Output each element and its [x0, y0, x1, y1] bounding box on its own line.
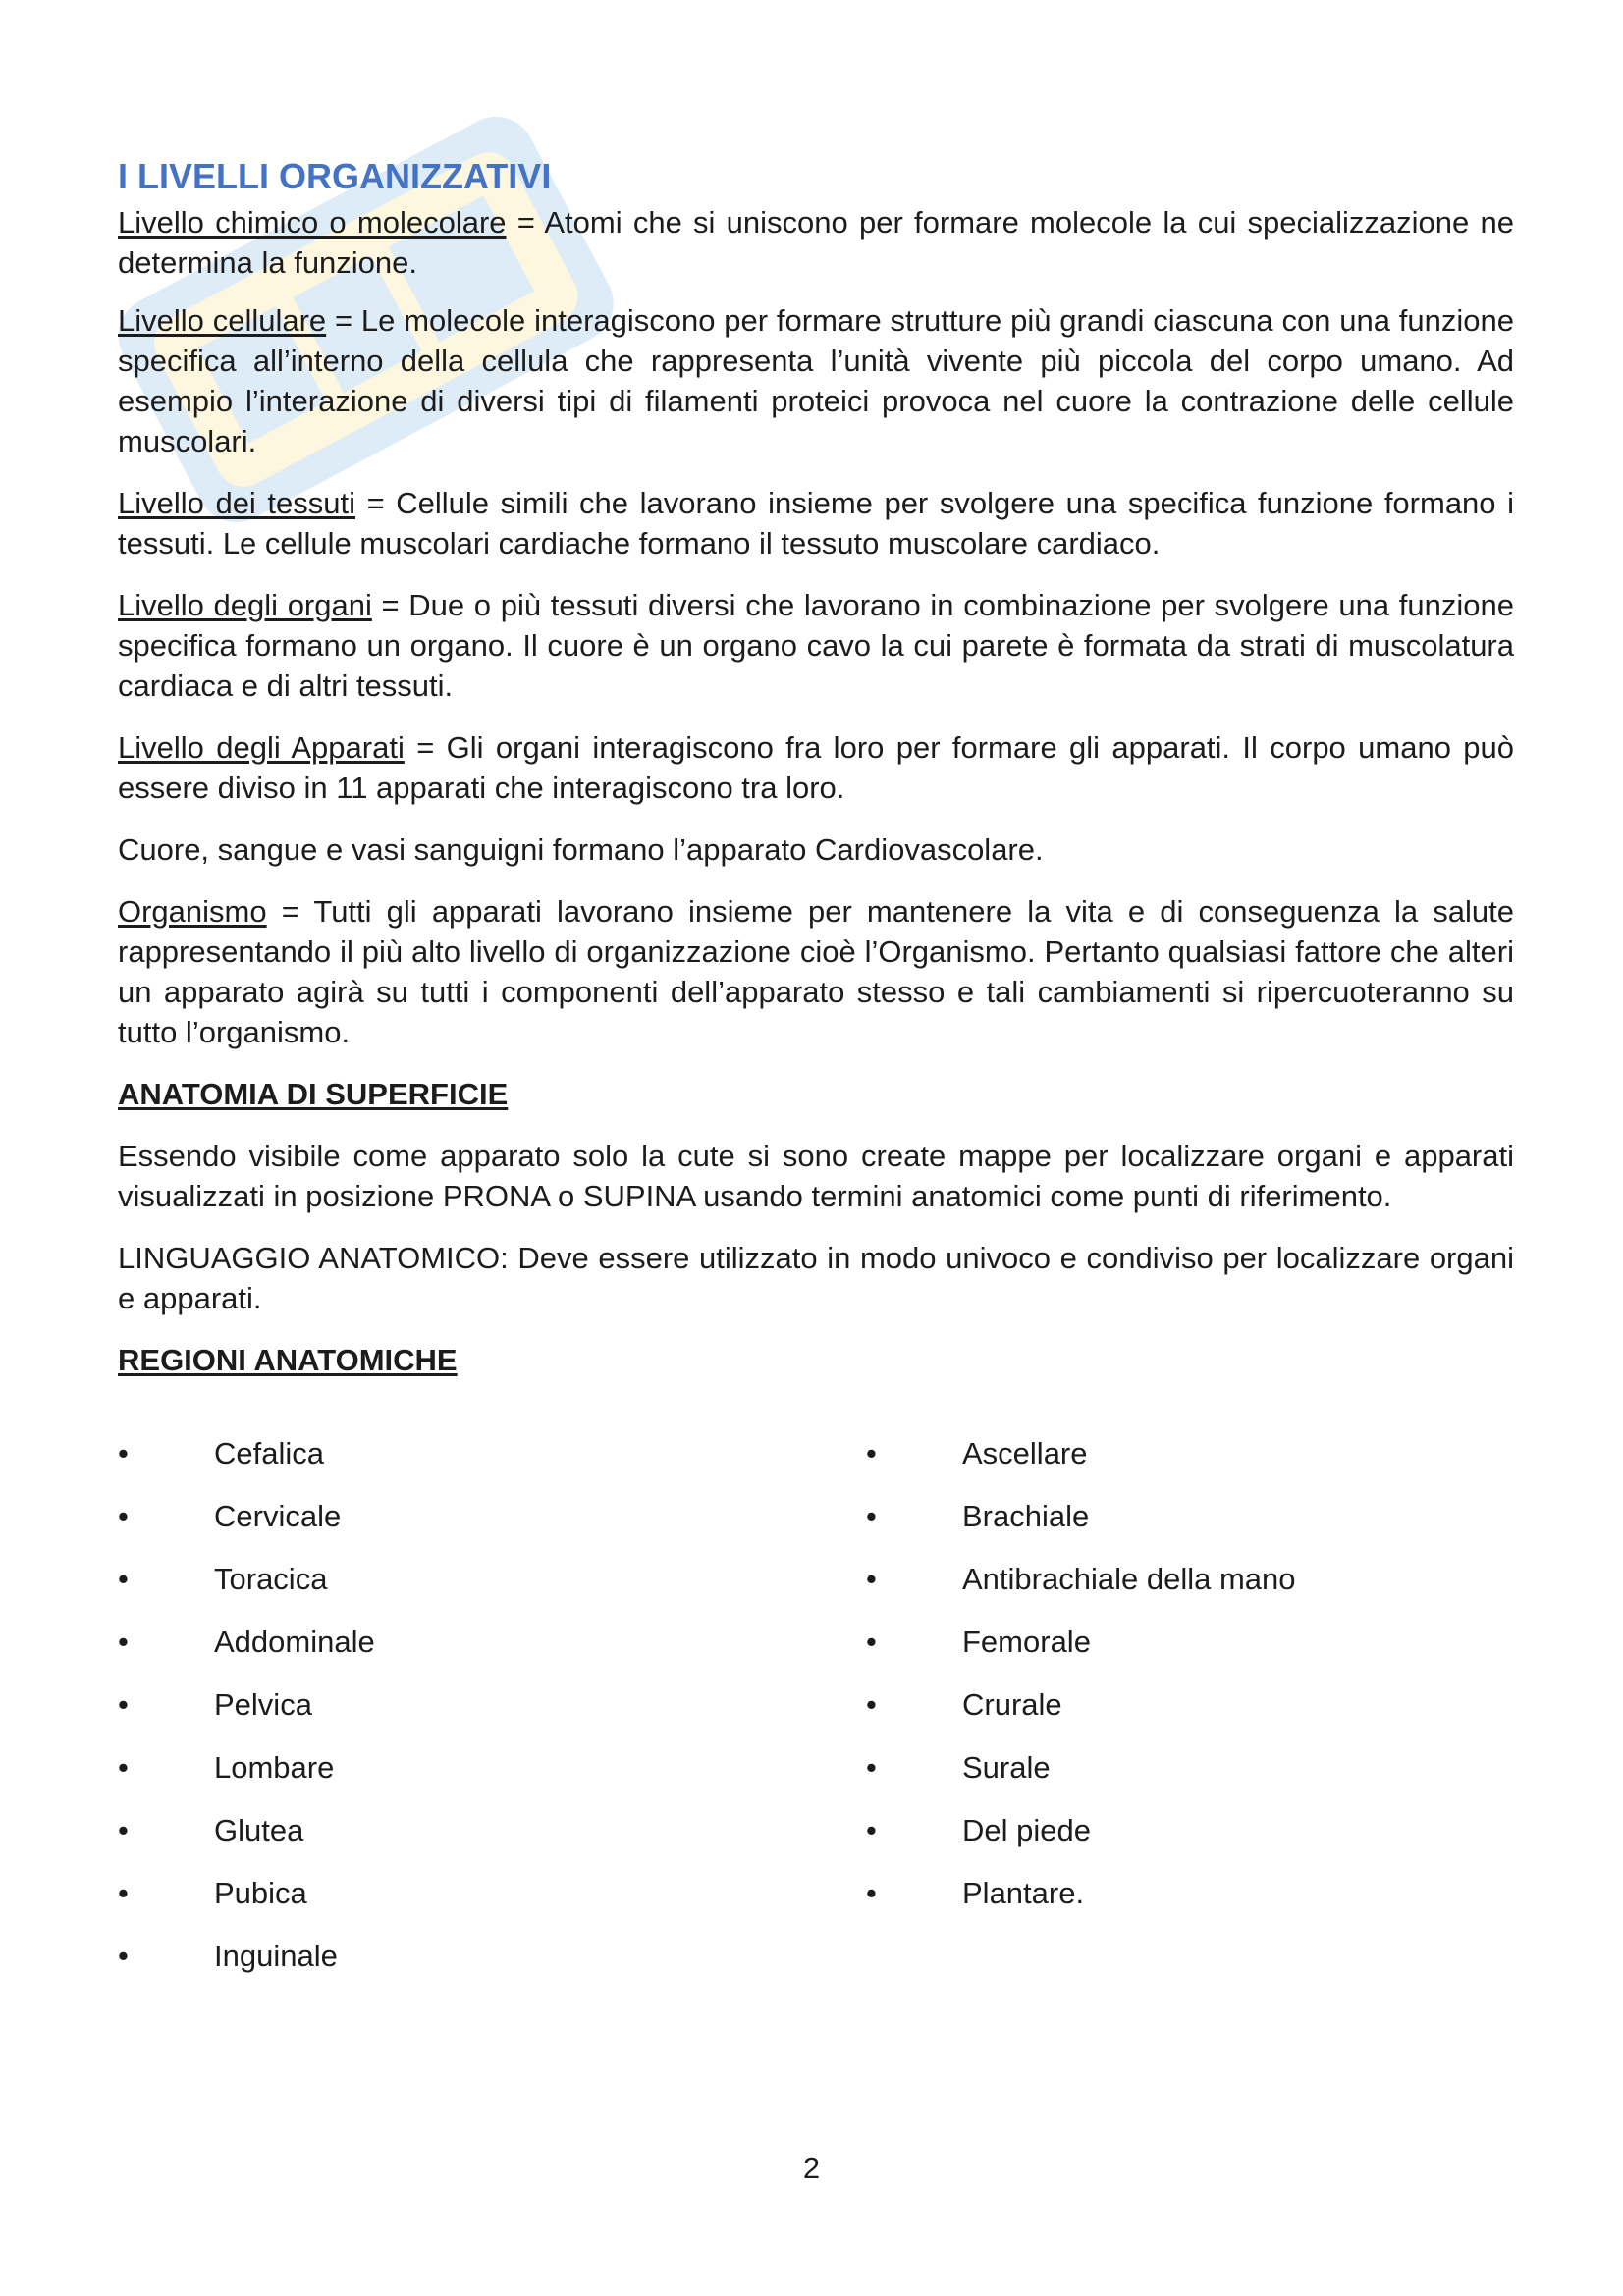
region-label: Toracica [214, 1562, 328, 1596]
bullet-icon: • [118, 1625, 129, 1659]
level-text: = Cellule simili che lavorano insieme per svolgere una specifica funzione formano i tessuti. Le cellule muscolari cardiache formano il tessuto muscolare cardiaco. [118, 486, 1514, 561]
bullet-icon: • [866, 1562, 877, 1596]
region-label: Antibrachiale della mano [962, 1562, 1296, 1596]
cardio-note: Cuore, sangue e vasi sanguigni formano l’apparato Cardiovascolare. [118, 832, 1044, 867]
organism-term: Organismo [118, 894, 267, 929]
anatomical-regions-heading: REGIONI ANATOMICHE [118, 1343, 458, 1377]
bullet-icon: • [866, 1625, 877, 1659]
region-label: Cefalica [214, 1436, 324, 1470]
bullet-icon: • [118, 1436, 129, 1470]
list-item [866, 1873, 1296, 1936]
list-item [118, 1433, 375, 1496]
level-paragraph [118, 585, 1514, 706]
level-paragraph [118, 483, 1514, 563]
region-label: Ascellare [962, 1436, 1088, 1470]
level-text: = Gli organi interagiscono fra loro per formare gli apparati. Il corpo umano può essere diviso in 11 apparati che interagiscono tra loro. [118, 730, 1515, 805]
level-paragraph [118, 727, 1514, 808]
level-term: Livello degli organi [118, 588, 372, 622]
bullet-icon: • [118, 1876, 129, 1910]
bullet-icon: • [866, 1813, 877, 1847]
regions-right-column [866, 1433, 1296, 1936]
list-item [866, 1747, 1296, 1810]
level-term: Livello degli Apparati [118, 730, 405, 765]
bullet-icon: • [118, 1499, 129, 1533]
list-item [118, 1622, 375, 1684]
region-label: Del piede [962, 1813, 1091, 1847]
bullet-icon: • [866, 1687, 877, 1722]
level-text: = Le molecole interagiscono per formare strutture più grandi ciascuna con una funzione specifica all’interno della cellula che rappresenta l’unità vivente più piccola del corpo umano. Ad esempio l’interazione di diversi tipi di filamenti proteici provoca nel cuore la contrazione delle cellule muscolari. [118, 303, 1514, 458]
list-item [866, 1559, 1296, 1622]
level-term: Livello dei tessuti [118, 486, 355, 520]
region-label: Addominale [214, 1625, 375, 1659]
region-label: Femorale [962, 1625, 1091, 1659]
organism-paragraph [118, 891, 1514, 1052]
list-item [118, 1810, 375, 1873]
list-item [118, 1559, 375, 1622]
document-body [118, 155, 1514, 2002]
page-title: I LIVELLI ORGANIZZATIVI [118, 156, 552, 196]
list-item [118, 1747, 375, 1810]
list-item [118, 1684, 375, 1747]
region-label: Plantare. [962, 1876, 1085, 1910]
bullet-icon: • [118, 1562, 129, 1596]
bullet-icon: • [118, 1813, 129, 1847]
anatomical-language-text: LINGUAGGIO ANATOMICO: Deve essere utilizzato in modo univoco e condiviso per localizzare organi e apparati. [118, 1241, 1514, 1315]
level-text: = Atomi che si uniscono per formare molecole la cui specializzazione ne determina la funzione. [118, 205, 1514, 280]
region-label: Surale [962, 1750, 1051, 1785]
region-label: Lombare [214, 1750, 335, 1785]
bullet-icon: • [866, 1436, 877, 1470]
region-label: Pelvica [214, 1687, 312, 1722]
list-item [118, 1873, 375, 1936]
bullet-icon: • [866, 1876, 877, 1910]
page-number: 2 [802, 2151, 821, 2185]
surface-anatomy-heading: ANATOMIA DI SUPERFICIE [118, 1077, 509, 1111]
bullet-icon: • [118, 1687, 129, 1722]
anatomical-regions-list [118, 1433, 1514, 2002]
region-label: Inguinale [214, 1939, 338, 1973]
list-item [866, 1684, 1296, 1747]
bullet-icon: • [118, 1750, 129, 1785]
bullet-icon: • [118, 1939, 129, 1973]
level-paragraph [118, 300, 1514, 461]
region-label: Cervicale [214, 1499, 342, 1533]
region-label: Pubica [214, 1876, 307, 1910]
region-label: Crurale [962, 1687, 1062, 1722]
list-item [866, 1496, 1296, 1559]
list-item [866, 1622, 1296, 1684]
level-text: = Due o più tessuti diversi che lavorano in combinazione per svolgere una funzione specifica formano un organo. Il cuore è un organo cavo la cui parete è formata da strati di muscolatura cardiaca e di altri tessuti. [118, 588, 1515, 703]
region-label: Brachiale [962, 1499, 1090, 1533]
level-paragraph [118, 202, 1514, 283]
list-item [118, 1496, 375, 1559]
level-term: Livello cellulare [118, 303, 327, 338]
list-item [118, 1936, 375, 1999]
bullet-icon: • [866, 1499, 877, 1533]
regions-left-column [118, 1433, 375, 1999]
level-term: Livello chimico o molecolare [118, 205, 507, 240]
organism-text: = Tutti gli apparati lavorano insieme per mantenere la vita e di conseguenza la salute rappresentando il più alto livello di organizzazione cioè l’Organismo. Pertanto qualsiasi fattore che alteri un apparato agirà su tutti i componenti dell’apparato stesso e tali cambiamenti si ripercuoteranno su tutto l’organismo. [118, 894, 1514, 1049]
region-label: Glutea [214, 1813, 304, 1847]
surface-anatomy-text: Essendo visibile come apparato solo la cute si sono create mappe per localizzare organi e apparati visualizzati in posizione PRONA o SUPINA usando termini anatomici come punti di riferimento. [118, 1139, 1514, 1213]
list-item [866, 1810, 1296, 1873]
list-item [866, 1433, 1296, 1496]
bullet-icon: • [866, 1750, 877, 1785]
